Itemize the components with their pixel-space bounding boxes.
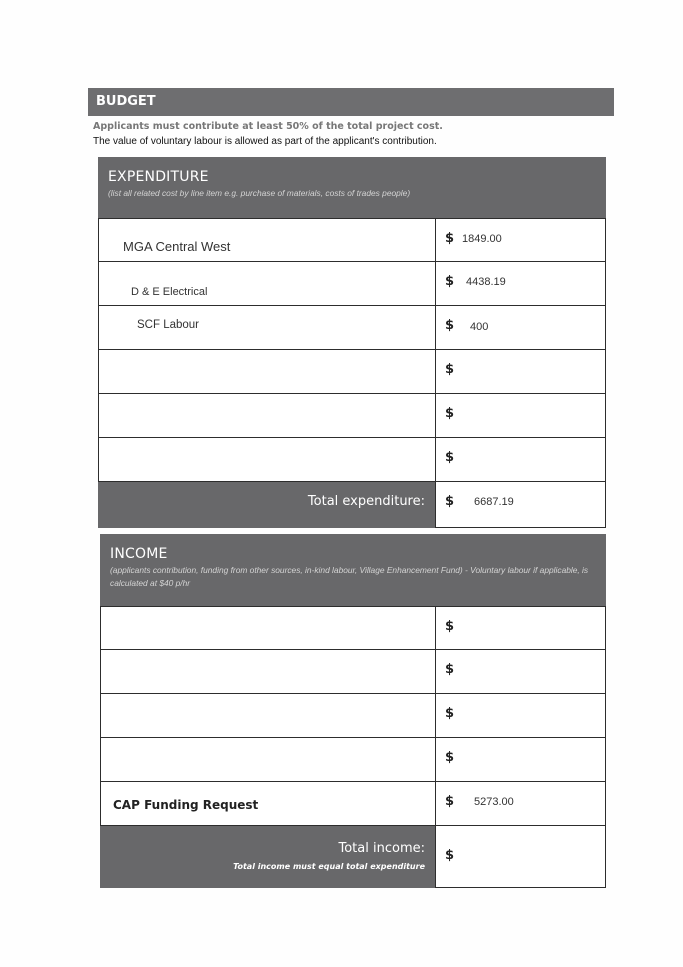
income-subtitle: (applicants contribution, funding from other sources, in-kind labour, Village Enhancement Fund) - Voluntary labour if applicable, is calculated at $40 p/hr bbox=[110, 565, 589, 588]
expenditure-amount: 1849.00 bbox=[462, 233, 502, 245]
income-row bbox=[100, 650, 606, 694]
expenditure-total-row bbox=[98, 482, 606, 528]
expenditure-amount: 400 bbox=[470, 321, 489, 333]
dollar-sign: $ bbox=[445, 318, 455, 333]
dollar-sign: $ bbox=[445, 231, 455, 246]
income-total-row bbox=[100, 826, 606, 888]
expenditure-description: MGA Central West bbox=[123, 239, 231, 254]
expenditure-title: EXPENDITURE bbox=[108, 169, 209, 185]
expenditure-description-cell[interactable] bbox=[98, 262, 435, 306]
income-row bbox=[100, 606, 606, 650]
expenditure-row bbox=[98, 394, 606, 438]
dollar-sign: $ bbox=[445, 274, 455, 289]
expenditure-amount-cell[interactable] bbox=[435, 306, 606, 350]
dollar-sign: $ bbox=[445, 794, 455, 809]
expenditure-total-amount-cell[interactable] bbox=[435, 482, 606, 528]
expenditure-table bbox=[98, 157, 606, 528]
expenditure-subtitle: (list all related cost by line item e.g. purchase of materials, costs of trades people) bbox=[108, 188, 411, 198]
income-header bbox=[100, 534, 606, 606]
expenditure-description: SCF Labour bbox=[137, 319, 200, 331]
dollar-sign: $ bbox=[445, 494, 455, 509]
income-table bbox=[100, 534, 606, 888]
expenditure-row bbox=[98, 218, 606, 262]
expenditure-row bbox=[98, 306, 606, 350]
expenditure-amount-cell[interactable] bbox=[435, 218, 606, 262]
expenditure-description-cell[interactable] bbox=[98, 306, 435, 350]
expenditure-amount: 4438.19 bbox=[466, 276, 506, 288]
expenditure-header bbox=[98, 157, 606, 218]
expenditure-amount-cell[interactable] bbox=[435, 394, 606, 438]
total-income-label: Total income: bbox=[338, 841, 425, 856]
dollar-sign: $ bbox=[445, 450, 455, 465]
dollar-sign: $ bbox=[445, 750, 455, 765]
dollar-sign: $ bbox=[445, 406, 455, 421]
dollar-sign: $ bbox=[445, 619, 455, 634]
expenditure-total-label-cell bbox=[98, 482, 435, 528]
cap-funding-amount-cell[interactable] bbox=[435, 782, 606, 826]
cap-funding-label-cell bbox=[100, 782, 435, 826]
expenditure-amount-cell[interactable] bbox=[435, 438, 606, 482]
dollar-sign: $ bbox=[445, 848, 455, 863]
expenditure-description-cell[interactable] bbox=[98, 394, 435, 438]
expenditure-description-cell[interactable] bbox=[98, 350, 435, 394]
income-description-cell[interactable] bbox=[100, 694, 435, 738]
dollar-sign: $ bbox=[445, 706, 455, 721]
income-amount-cell[interactable] bbox=[435, 738, 606, 782]
voluntary-labour-note: The value of voluntary labour is allowed as part of the applicant's contribution. bbox=[93, 136, 437, 147]
income-description-cell[interactable] bbox=[100, 650, 435, 694]
dollar-sign: $ bbox=[445, 362, 455, 377]
expenditure-description-cell[interactable] bbox=[98, 218, 435, 262]
income-total-amount-cell[interactable] bbox=[435, 826, 606, 888]
cap-funding-row bbox=[100, 782, 606, 826]
expenditure-description-cell[interactable] bbox=[98, 438, 435, 482]
expenditure-row bbox=[98, 262, 606, 306]
total-expenditure-label: Total expenditure: bbox=[307, 494, 425, 509]
expenditure-description: D & E Electrical bbox=[131, 286, 208, 298]
income-amount-cell[interactable] bbox=[435, 606, 606, 650]
expenditure-row bbox=[98, 438, 606, 482]
dollar-sign: $ bbox=[445, 662, 455, 677]
expenditure-amount-cell[interactable] bbox=[435, 350, 606, 394]
contribution-note: Applicants must contribute at least 50% of the total project cost. bbox=[93, 121, 443, 132]
expenditure-amount-cell[interactable] bbox=[435, 262, 606, 306]
income-row bbox=[100, 694, 606, 738]
income-title: INCOME bbox=[110, 546, 168, 562]
income-amount-cell[interactable] bbox=[435, 650, 606, 694]
income-description-cell[interactable] bbox=[100, 738, 435, 782]
cap-funding-value: 5273.00 bbox=[474, 796, 514, 808]
budget-header: BUDGET bbox=[88, 88, 614, 116]
total-expenditure-value: 6687.19 bbox=[474, 496, 514, 508]
income-row bbox=[100, 738, 606, 782]
income-description-cell[interactable] bbox=[100, 606, 435, 650]
income-amount-cell[interactable] bbox=[435, 694, 606, 738]
cap-funding-label: CAP Funding Request bbox=[113, 798, 259, 812]
income-total-label-cell bbox=[100, 826, 435, 888]
total-income-note: Total income must equal total expenditure bbox=[233, 862, 425, 871]
expenditure-row bbox=[98, 350, 606, 394]
